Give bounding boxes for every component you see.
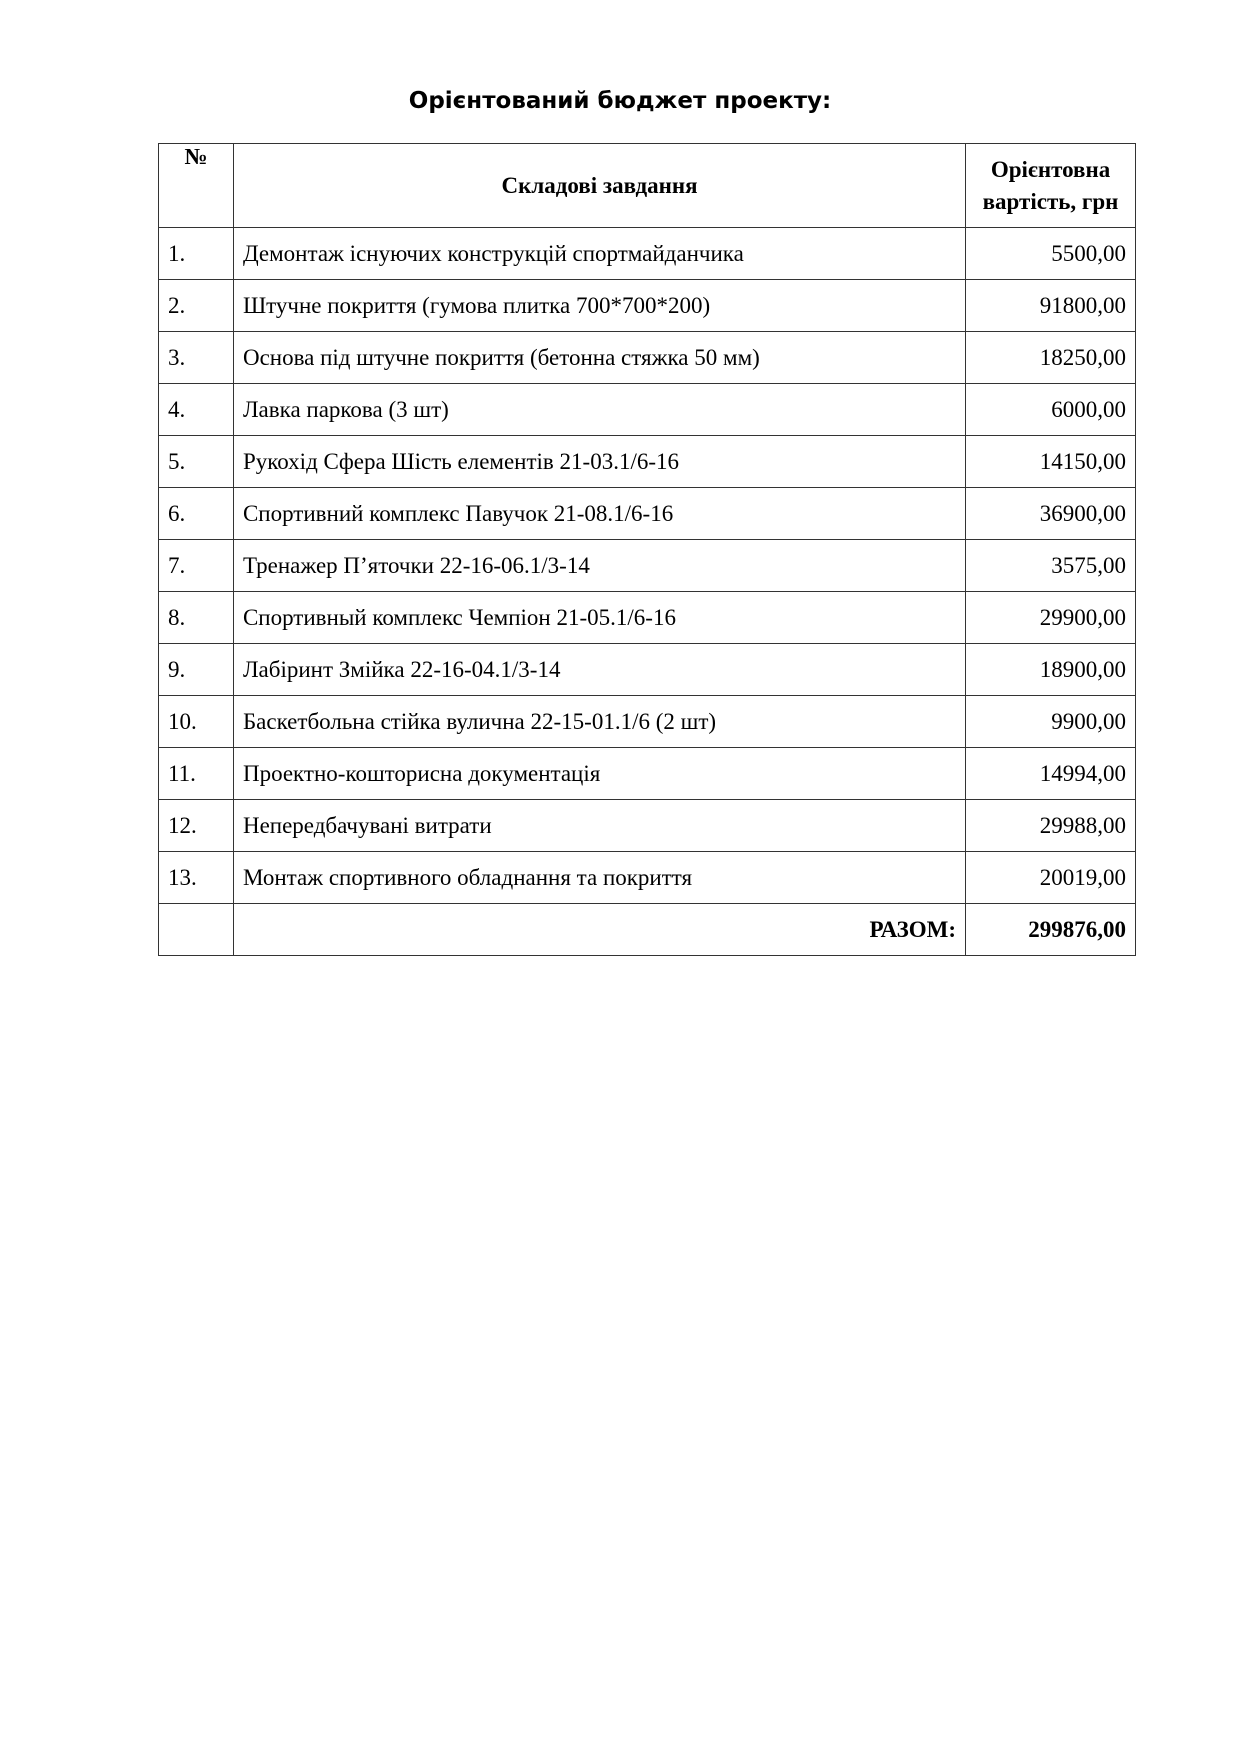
row-cost: 29900,00 (966, 592, 1136, 644)
row-description: Спортивный комплекс Чемпіон 21-05.1/6-16 (233, 592, 965, 644)
table-row (159, 592, 1136, 644)
table-row (159, 228, 1136, 280)
row-cost: 20019,00 (966, 852, 1136, 904)
table-row (159, 852, 1136, 904)
table-row (159, 644, 1136, 696)
row-number: 13. (159, 852, 234, 904)
row-cost: 29988,00 (966, 800, 1136, 852)
row-number: 5. (159, 436, 234, 488)
row-description: Тренажер П’яточки 22-16-06.1/3-14 (233, 540, 965, 592)
row-number: 9. (159, 644, 234, 696)
header-description: Складові завдання (233, 144, 965, 228)
table-row (159, 280, 1136, 332)
row-number: 6. (159, 488, 234, 540)
header-number: № (159, 144, 234, 228)
row-description: Спортивний комплекс Павучок 21-08.1/6-16 (233, 488, 965, 540)
row-cost: 5500,00 (966, 228, 1136, 280)
row-cost: 18250,00 (966, 332, 1136, 384)
row-description: Основа під штучне покриття (бетонна стяжка 50 мм) (233, 332, 965, 384)
row-cost: 91800,00 (966, 280, 1136, 332)
row-number: 1. (159, 228, 234, 280)
table-body (159, 228, 1136, 956)
table-row (159, 332, 1136, 384)
row-number: 4. (159, 384, 234, 436)
table-row (159, 488, 1136, 540)
total-label: РАЗОМ: (233, 904, 965, 956)
row-description: Штучне покриття (гумова плитка 700*700*200) (233, 280, 965, 332)
page-title: Орієнтований бюджет проекту: (408, 88, 832, 114)
table-header-row (159, 144, 1136, 228)
row-description: Баскетбольна стійка вулична 22-15-01.1/6 (2 шт) (233, 696, 965, 748)
row-number: 2. (159, 280, 234, 332)
row-cost: 36900,00 (966, 488, 1136, 540)
total-empty-cell (159, 904, 234, 956)
table-row (159, 436, 1136, 488)
row-number: 10. (159, 696, 234, 748)
row-description: Проектно-кошторисна документація (233, 748, 965, 800)
row-description: Рукохід Сфера Шість елементів 21-03.1/6-16 (233, 436, 965, 488)
row-description: Лавка паркова (3 шт) (233, 384, 965, 436)
row-number: 8. (159, 592, 234, 644)
table-row (159, 696, 1136, 748)
table-row (159, 384, 1136, 436)
row-description: Лабіринт Змійка 22-16-04.1/3-14 (233, 644, 965, 696)
row-cost: 18900,00 (966, 644, 1136, 696)
row-cost: 14150,00 (966, 436, 1136, 488)
total-value: 299876,00 (966, 904, 1136, 956)
row-cost: 9900,00 (966, 696, 1136, 748)
table-row (159, 800, 1136, 852)
table-row (159, 540, 1136, 592)
row-cost: 14994,00 (966, 748, 1136, 800)
row-description: Монтаж спортивного обладнання та покриття (233, 852, 965, 904)
row-cost: 6000,00 (966, 384, 1136, 436)
row-number: 12. (159, 800, 234, 852)
budget-table (158, 143, 1136, 956)
row-description: Демонтаж існуючих конструкцій спортмайданчика (233, 228, 965, 280)
total-row (159, 904, 1136, 956)
row-description: Непередбачувані витрати (233, 800, 965, 852)
row-number: 11. (159, 748, 234, 800)
row-number: 3. (159, 332, 234, 384)
row-number: 7. (159, 540, 234, 592)
table-row (159, 748, 1136, 800)
row-cost: 3575,00 (966, 540, 1136, 592)
header-cost: Орієнтовна вартість, грн (966, 144, 1136, 228)
